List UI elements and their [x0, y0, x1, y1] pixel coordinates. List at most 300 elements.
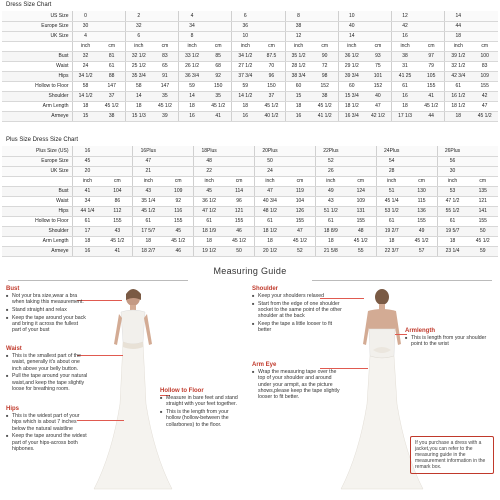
armlength-section [405, 328, 493, 349]
table-cell: 136 [407, 206, 437, 216]
table-cell: 155 [471, 81, 498, 91]
table-cell [407, 156, 437, 166]
plus-size-chart-title: Plus Size Dress Size Chart [6, 137, 79, 143]
table-cell: inch [445, 41, 472, 51]
table-cell [418, 11, 445, 21]
table-cell: 104 [102, 186, 132, 196]
table-cell: 4 [179, 11, 206, 21]
table-cell: 21 5/8 [315, 246, 345, 256]
table-cell: 26Plus [437, 146, 467, 156]
hollow-instructions [160, 395, 240, 428]
back-shoulders-shape [368, 309, 396, 329]
table-cell: 150 [258, 81, 285, 91]
table-cell: 147 [152, 81, 179, 91]
row-label: Arm Length [2, 101, 72, 111]
table-cell [418, 31, 445, 41]
table-cell [285, 146, 315, 156]
table-cell: 8 [179, 31, 206, 41]
table-cell: 61 [194, 216, 224, 226]
table-cell: 155 [285, 216, 315, 226]
table-cell: cm [258, 41, 285, 51]
table-cell: 40 [338, 21, 365, 31]
table-cell: 45 1/2 [133, 206, 163, 216]
table-cell [346, 156, 376, 166]
table-cell: 23 1/4 [437, 246, 467, 256]
table-cell: 16 1/2 [445, 91, 472, 101]
list-item: ■ This is the length from your hollow (hollow-between the collarbones) to the floor. [160, 409, 240, 428]
list-item: ■ Start from the edge of one shoulder socket to the same point of the other shoulder at the back [252, 301, 342, 320]
table-cell: 87.5 [258, 51, 285, 61]
table-cell: 61 [99, 61, 126, 71]
table-cell: 12 [285, 31, 312, 41]
table-cell [102, 166, 132, 176]
table-cell: 41 [205, 111, 232, 121]
table-cell: 83 [152, 51, 179, 61]
table-cell: 25 1/2 [125, 61, 152, 71]
table-cell: 105 [418, 71, 445, 81]
table-cell: 43 [102, 226, 132, 236]
table-cell: 155 [346, 216, 376, 226]
table-cell [99, 21, 126, 31]
table-cell: 90 [312, 51, 339, 61]
table-cell: 18 1/9 [194, 226, 224, 236]
table-cell: inch [72, 41, 99, 51]
table-cell: 61 [72, 216, 102, 226]
table-cell: 14 [179, 91, 206, 101]
table-cell: 44 [445, 21, 472, 31]
table-cell: 0 [72, 11, 99, 21]
table-cell: 45 1/2 [99, 101, 126, 111]
table-cell: cm [346, 176, 376, 186]
table-cell: 18 [315, 236, 345, 246]
table-cell: 34 [72, 196, 102, 206]
list-item: ■ Not your bra size,wear a bra when taking this measurement. [6, 293, 88, 305]
table-cell: 51 [376, 186, 406, 196]
table-cell [471, 11, 498, 21]
list-item: ■ This is length from your shoulder point to the wrist [405, 335, 493, 347]
table-cell: 49 [407, 226, 437, 236]
table-cell: 65 [152, 61, 179, 71]
table-cell: 61 [315, 216, 345, 226]
table-row [2, 91, 498, 101]
table-cell: 55 [346, 246, 376, 256]
table-cell: 135 [467, 186, 498, 196]
table-cell: 45 1/2 [163, 236, 193, 246]
row-label: Bust [2, 51, 72, 61]
list-item: ■ Stand straight and relax [6, 307, 88, 313]
table-cell: 45 1/2 [258, 101, 285, 111]
table-cell: 75 [365, 61, 392, 71]
table-cell: 121 [467, 196, 498, 206]
table-cell: 92 [205, 71, 232, 81]
row-label [2, 41, 72, 51]
waist-instructions [6, 353, 88, 392]
table-cell: 27 1/2 [232, 61, 259, 71]
table-cell [285, 166, 315, 176]
table-cell: 147 [99, 81, 126, 91]
table-cell: cm [285, 176, 315, 186]
table-cell: 47 1/2 [437, 196, 467, 206]
guide-divider-right [312, 280, 492, 281]
table-cell [102, 156, 132, 166]
table-cell: 18 1/2 [338, 101, 365, 111]
table-cell: 101 [365, 71, 392, 81]
table-cell: 16 [72, 246, 102, 256]
table-cell: 96 [258, 71, 285, 81]
table-cell: 20Plus [255, 146, 285, 156]
table-cell: 45 1/2 [224, 236, 254, 246]
table-cell: 19 2/7 [376, 226, 406, 236]
table-cell: 14 1/2 [72, 91, 99, 101]
table-cell: inch [437, 176, 467, 186]
table-cell: 28 [376, 166, 406, 176]
table-cell: 47 [471, 101, 498, 111]
table-cell: 41 1/2 [312, 111, 339, 121]
table-cell: 59 [467, 246, 498, 256]
table-cell: 93 [365, 51, 392, 61]
table-cell: 121 [224, 206, 254, 216]
waist-heading: Waist [6, 346, 22, 352]
table-cell: 32 [125, 21, 152, 31]
table-cell: 86 [102, 196, 132, 206]
table-cell: 24 [72, 61, 99, 71]
table-cell: 16Plus [133, 146, 163, 156]
table-cell: 45 1/2 [467, 236, 498, 246]
table-cell: 24Plus [376, 146, 406, 156]
table-cell: 61 [376, 216, 406, 226]
table-cell: 16 [72, 146, 102, 156]
table-cell: 48 [346, 226, 376, 236]
table-row [2, 41, 498, 51]
table-cell: cm [418, 41, 445, 51]
row-label: Shoulder [2, 91, 72, 101]
table-cell: 39 3/4 [338, 71, 365, 81]
table-cell: 16 3/4 [338, 111, 365, 121]
armlength-instructions [405, 335, 493, 347]
arm-eye-section [252, 362, 344, 402]
table-cell: 41 [72, 186, 102, 196]
back-head-shape [375, 289, 389, 305]
table-row [2, 176, 498, 186]
table-cell: 18 8/9 [315, 226, 345, 236]
table-cell: 47 [255, 186, 285, 196]
armlength-heading: Armlength [405, 328, 435, 334]
table-cell: 50 [467, 226, 498, 236]
table-cell: 35 1/4 [133, 196, 163, 206]
table-cell: 8 [285, 11, 312, 21]
table-cell: 57 [407, 246, 437, 256]
table-cell: cm [407, 176, 437, 186]
shoulder-heading: Shoulder [252, 286, 279, 292]
hips-instructions [6, 413, 88, 452]
table-cell: 43 [315, 196, 345, 206]
table-cell: 46 [224, 226, 254, 236]
table-cell: 31 [392, 61, 419, 71]
table-cell: 18 [392, 101, 419, 111]
row-label: Hips [2, 206, 72, 216]
table-cell: 56 [437, 156, 467, 166]
table-cell [471, 31, 498, 41]
table-cell: 42 3/4 [445, 71, 472, 81]
table-cell: 17 [72, 226, 102, 236]
table-cell: 126 [285, 206, 315, 216]
table-cell: 16 [232, 111, 259, 121]
table-cell: 37 3/4 [232, 71, 259, 81]
table-cell: 114 [224, 186, 254, 196]
table-cell [205, 11, 232, 21]
table-row [2, 216, 498, 226]
table-cell: 60 [338, 81, 365, 91]
table-cell: 38 [285, 21, 312, 31]
table-cell: 150 [205, 81, 232, 91]
table-cell: cm [205, 41, 232, 51]
table-cell: 45 1/2 [102, 236, 132, 246]
table-cell: 37 [258, 91, 285, 101]
row-label: Armeye [2, 111, 72, 121]
table-cell: 61 [255, 216, 285, 226]
table-cell: 51 1/2 [315, 206, 345, 216]
table-row [2, 31, 498, 41]
table-cell [365, 21, 392, 31]
table-cell: 6 [125, 31, 152, 41]
table-row [2, 81, 498, 91]
table-cell [224, 146, 254, 156]
row-label [2, 176, 72, 186]
table-cell: 40 [365, 91, 392, 101]
table-cell [346, 166, 376, 176]
table-cell: 4 [72, 31, 99, 41]
table-cell: 19 5/7 [437, 226, 467, 236]
table-cell: 18 2/7 [133, 246, 163, 256]
table-cell: 45 1/2 [418, 101, 445, 111]
armeye-heading: Arm Eye [252, 362, 277, 368]
table-cell: 52 [285, 246, 315, 256]
table-cell: 45 1/2 [407, 236, 437, 246]
table-cell: 44 1/4 [72, 206, 102, 216]
table-cell: 29 1/2 [338, 61, 365, 71]
table-cell [99, 31, 126, 41]
table-cell: 18 [232, 101, 259, 111]
table-cell: 12 [392, 11, 419, 21]
table-cell: cm [152, 41, 179, 51]
table-cell: 39 1/2 [445, 51, 472, 61]
table-cell: 96 [224, 196, 254, 206]
table-cell: 155 [163, 216, 193, 226]
table-cell: 155 [224, 216, 254, 226]
table-cell [258, 31, 285, 41]
table-cell: 50 [255, 156, 285, 166]
table-cell: 18 [376, 236, 406, 246]
table-cell: 18 1/2 [255, 226, 285, 236]
table-cell: 41 [102, 246, 132, 256]
bust-instructions [6, 293, 88, 333]
table-cell: 49 [315, 186, 345, 196]
table-row [2, 196, 498, 206]
table-cell: 30 [72, 21, 99, 31]
table-cell: 14 [125, 91, 152, 101]
table-cell: 34 1/2 [72, 71, 99, 81]
guide-divider-left [8, 280, 188, 281]
table-cell: 35 1/2 [285, 51, 312, 61]
table-cell: 61 [392, 81, 419, 91]
table-cell [102, 146, 132, 156]
table-cell: 60 [285, 81, 312, 91]
table-cell: 59 [179, 81, 206, 91]
table-row [2, 101, 498, 111]
table-cell: 18 [437, 236, 467, 246]
table-cell: cm [99, 41, 126, 51]
table-row [2, 21, 498, 31]
list-item: ■ Keep the tape around your back and bring it across the fullest part of your bust [6, 315, 88, 334]
bust-heading: Bust [6, 286, 20, 292]
list-item: ■ Keep the tape around the widest part of your hips-across both hipbones. [6, 433, 88, 452]
table-row [2, 146, 498, 156]
table-cell: 18 [285, 101, 312, 111]
table-cell: 130 [407, 186, 437, 196]
table-row [2, 166, 498, 176]
table-cell: 16 [392, 91, 419, 101]
table-cell [467, 146, 498, 156]
table-cell: 45 [163, 226, 193, 236]
table-cell [224, 156, 254, 166]
table-cell [467, 166, 498, 176]
table-cell: inch [125, 41, 152, 51]
table-cell: 58 [72, 81, 99, 91]
table-cell: cm [102, 176, 132, 186]
row-label: Shoulder [2, 226, 72, 236]
table-cell: 35 [205, 91, 232, 101]
row-label: Europe Size [2, 156, 72, 166]
table-cell: 18 [445, 111, 472, 121]
hollow-to-floor-section [160, 388, 240, 429]
table-row [2, 206, 498, 216]
row-label: Hollow to Floor [2, 81, 72, 91]
table-cell: 18 [125, 101, 152, 111]
table-cell: 18 [72, 236, 102, 246]
table-cell: 18 [255, 236, 285, 246]
table-cell: 14 1/2 [232, 91, 259, 101]
dress-size-chart-title: Dress Size Chart [6, 2, 52, 8]
waist-section [6, 346, 88, 394]
row-label: UK Size [2, 31, 72, 41]
table-cell: 45 1/2 [152, 101, 179, 111]
table-row [2, 111, 498, 121]
table-cell: 32 1/2 [125, 51, 152, 61]
table-cell: cm [365, 41, 392, 51]
table-cell [163, 166, 193, 176]
table-cell: 36 3/4 [179, 71, 206, 81]
table-cell: 32 [72, 51, 99, 61]
table-cell: 15 3/4 [338, 91, 365, 101]
table-cell: 44 [418, 111, 445, 121]
table-cell: 48 1/2 [255, 206, 285, 216]
table-cell: 38 [99, 111, 126, 121]
table-cell: 79 [418, 61, 445, 71]
list-item: ■ Keep the tape a little looser to fit better [252, 321, 342, 333]
table-cell: 16 [392, 31, 419, 41]
table-cell: 36 [232, 21, 259, 31]
table-cell: 45 1/2 [205, 101, 232, 111]
table-cell: 54 [376, 156, 406, 166]
table-cell: 47 [133, 156, 163, 166]
table-cell: 46 [163, 246, 193, 256]
table-cell [407, 166, 437, 176]
table-cell: 47 [285, 226, 315, 236]
table-cell: inch [72, 176, 102, 186]
table-cell: 41 25 [392, 71, 419, 81]
list-item: ■ Pull the tape around your natural waist,and keep the tape slightly loose for breathing room. [6, 373, 88, 392]
table-row [2, 226, 498, 236]
table-cell [205, 21, 232, 31]
table-cell: 152 [365, 81, 392, 91]
table-cell: 39 [152, 111, 179, 121]
back-bodice-shape [369, 329, 395, 358]
table-cell: 38 [392, 51, 419, 61]
table-cell: 61 [445, 81, 472, 91]
table-cell: 47 1/2 [194, 206, 224, 216]
table-cell: 35 [152, 91, 179, 101]
table-cell: inch [232, 41, 259, 51]
table-cell: 21 [133, 166, 163, 176]
table-cell [152, 21, 179, 31]
bodice-shape [121, 310, 145, 344]
list-item: ■ Wrap the measuring tape over the top of your shoulder and around under your armpit, as the picture shows,please keep the tape slightly looser to fit better. [252, 369, 344, 400]
table-cell: 41 [418, 91, 445, 101]
table-cell [418, 21, 445, 31]
table-cell: 18 [72, 101, 99, 111]
table-row [2, 236, 498, 246]
table-row [2, 61, 498, 71]
table-cell: 155 [467, 216, 498, 226]
table-cell: cm [312, 41, 339, 51]
table-cell: 58 [125, 81, 152, 91]
bust-section [6, 286, 88, 335]
table-cell: 47 [365, 101, 392, 111]
table-cell: 38 [312, 91, 339, 101]
table-cell: cm [224, 176, 254, 186]
row-label: Armeye [2, 246, 72, 256]
table-cell: 2 [125, 11, 152, 21]
table-cell: 68 [205, 61, 232, 71]
table-cell: 28 1/2 [285, 61, 312, 71]
table-cell [365, 11, 392, 21]
table-cell: 30 [437, 166, 467, 176]
table-cell: 155 [418, 81, 445, 91]
table-cell: 104 [285, 196, 315, 206]
table-cell: 45 [72, 156, 102, 166]
table-cell: 98 [312, 71, 339, 81]
row-label: Arm Length [2, 236, 72, 246]
table-cell: 22 [194, 166, 224, 176]
table-cell: 15 [285, 91, 312, 101]
list-item: ■ Keep your shoulders relaxed [252, 293, 342, 299]
table-cell: 36 1/2 [194, 196, 224, 206]
table-cell: inch [194, 176, 224, 186]
table-cell [99, 11, 126, 21]
table-cell: 19 1/2 [194, 246, 224, 256]
table-cell: 45 1/2 [471, 111, 498, 121]
dress-size-table [2, 11, 498, 122]
list-item: ■ Measure in bare feet and stand straight with your feet together. [160, 395, 240, 407]
shoulder-instructions [252, 293, 342, 333]
table-cell: 42 [392, 21, 419, 31]
row-label: Bust [2, 186, 72, 196]
table-cell: 61 [133, 216, 163, 226]
table-row [2, 246, 498, 256]
table-cell: 48 [194, 156, 224, 166]
table-cell: 45 1/2 [285, 236, 315, 246]
table-cell: 15 [72, 111, 99, 121]
